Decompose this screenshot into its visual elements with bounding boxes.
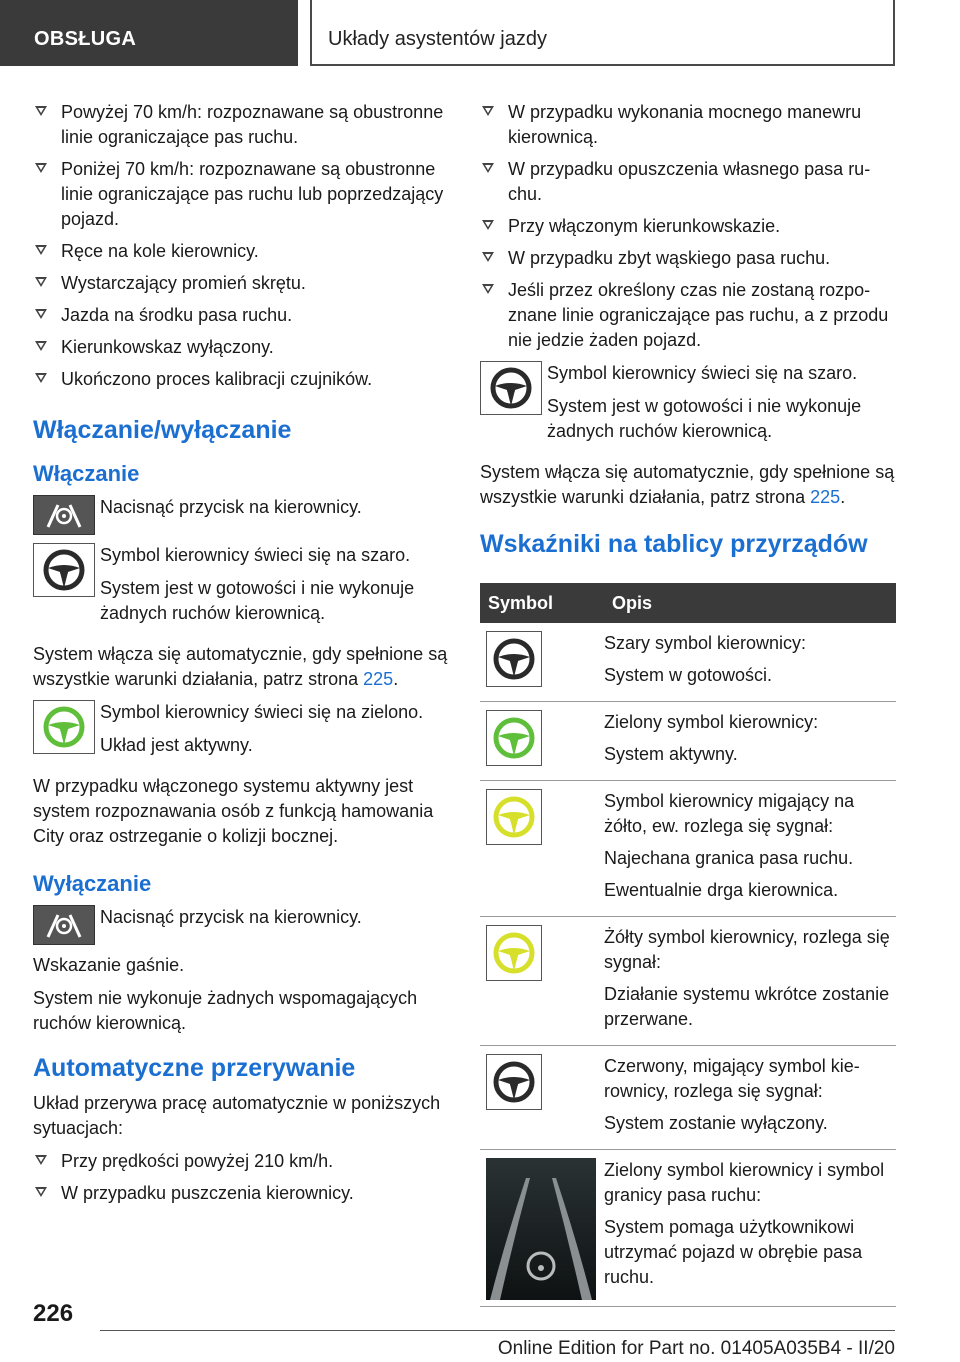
column-header-desc: Opis <box>604 583 896 623</box>
steering-wheel-gray-icon <box>486 631 542 687</box>
on-button-row <box>33 495 448 535</box>
steering-wheel-red-icon <box>486 1054 542 1110</box>
bullet-triangle-icon <box>35 1187 47 1197</box>
table-row: Czerwony, migający symbol kierownicy, rozlega się sygnał: System zostanie wyłączony. <box>480 1046 896 1150</box>
table-row: Zielony symbol kierownicy: System aktywny. <box>480 702 896 781</box>
edition-footer: Online Edition for Part no. 01405A035B4 - II/20 <box>497 1338 895 1359</box>
list-item: Poniżej 70 km/h: rozpoznawane są obustronne linie ograniczające pas ruchu lub poprzedzający pojazd. <box>33 157 448 232</box>
list-item: W przypadku zbyt wąskiego pasa ruchu. <box>480 246 896 271</box>
bullet-triangle-icon <box>482 284 494 294</box>
list-item: Przy włączonym kierunkowskazie. <box>480 214 896 239</box>
table-row: Symbol kierownicy migający na żółto, ew. rozlega się sygnał: Najechana granica pasa ruchu. Ewentualnie drga kierownica. <box>480 781 896 917</box>
auto-on-text: System włącza się automatycznie, gdy spełnione są wszystkie warunki działania, patrz strona 225. <box>480 462 895 507</box>
off-system-text: System nie wykonuje żadnych wspomagających ruchów kierownicą. <box>33 988 418 1033</box>
column-header-symbol: Symbol <box>480 583 604 623</box>
lane-assist-button-icon <box>33 495 95 535</box>
list-item: Powyżej 70 km/h: rozpoznawane są obustronne linie ograniczające pas ruchu. <box>33 100 448 150</box>
heading-on-off: Włączanie/wyłączanie <box>33 416 292 444</box>
chapter-title: Układy asystentów jazdy <box>310 0 895 66</box>
page-link-225[interactable]: 225 <box>363 669 394 689</box>
gray-symbol-text: Symbol kierownicy świeci się na szaro. <box>547 363 858 383</box>
off-display-text: Wskazanie gaśnie. <box>33 955 185 975</box>
heading-indicators: Wskaźniki na tablicy przyrządów <box>480 530 868 558</box>
lane-assist-button-icon <box>33 905 95 945</box>
gray-symbol-text: Symbol kierownicy świeci się na szaro. <box>100 545 411 565</box>
indicator-table <box>480 583 896 1307</box>
list-item: Kierunkowskaz wyłączony. <box>33 335 448 360</box>
bullet-triangle-icon <box>35 373 47 383</box>
list-item: Przy prędkości powyżej 210 km/h. <box>33 1149 448 1174</box>
heading-on: Włączanie <box>33 461 140 486</box>
steering-wheel-yellow-icon <box>486 925 542 981</box>
page-header <box>0 0 960 66</box>
left-column <box>33 100 448 1213</box>
steering-wheel-green-icon <box>33 700 95 754</box>
list-item: W przypadku wykonania mocnego manewru kierownicą. <box>480 100 896 150</box>
conditions-list <box>33 100 448 392</box>
interrupt-list <box>33 1149 448 1206</box>
bullet-triangle-icon <box>35 245 47 255</box>
bullet-triangle-icon <box>482 106 494 116</box>
list-item: Jeśli przez określony czas nie zostaną rozpoznane linie ograniczające pas ruchu, a z przodu nie jedzie żaden pojazd. <box>480 278 896 353</box>
table-header-row <box>480 583 896 623</box>
heading-auto-interrupt: Automatyczne przerywanie <box>33 1054 356 1082</box>
bullet-triangle-icon <box>482 220 494 230</box>
green-symbol-desc: Układ jest aktywny. <box>100 735 253 755</box>
heading-off: Wyłączanie <box>33 871 152 896</box>
list-item: W przypadku opuszczenia własnego pasa ruchu. <box>480 157 896 207</box>
on-instruction: Nacisnąć przycisk na kierownicy. <box>100 497 362 517</box>
bullet-triangle-icon <box>35 1155 47 1165</box>
list-item: Wystarczający promień skrętu. <box>33 271 448 296</box>
bullet-triangle-icon <box>35 309 47 319</box>
bullet-triangle-icon <box>35 163 47 173</box>
off-instruction: Nacisnąć przycisk na kierownicy. <box>100 907 362 927</box>
steering-wheel-yellow-icon <box>486 789 542 845</box>
gray-symbol-desc: System jest w gotowości i nie wykonuje żadnych ruchów kierownicą. <box>547 396 862 441</box>
list-item: Ukończono proces kalibracji czujników. <box>33 367 448 392</box>
right-column <box>480 100 896 1307</box>
active-note: W przypadku włączonego systemu aktywny jest system rozpoznawania osób z funkcją hamowania City oraz ostrzeganie o kolizji bocznej. <box>33 776 434 846</box>
bullet-triangle-icon <box>482 163 494 173</box>
section-tab: OBSŁUGA <box>0 0 298 66</box>
steering-wheel-gray-icon <box>480 361 542 415</box>
green-symbol-row <box>33 700 448 766</box>
auto-interrupt-intro: Układ przerywa pracę automatycznie w poniższych sytuacjach: <box>33 1093 441 1138</box>
green-symbol-text: Symbol kierownicy świeci się na zielono. <box>100 702 424 722</box>
list-item: Ręce na kole kierownicy. <box>33 239 448 264</box>
interrupt-list-continued <box>480 100 896 353</box>
page-link-225[interactable]: 225 <box>810 487 841 507</box>
gray-symbol-row <box>480 361 896 452</box>
table-row: Żółty symbol kierownicy, rozlega się sygnał: Działanie systemu wkrótce zostanie przerwane. <box>480 917 896 1046</box>
steering-wheel-green-icon <box>486 710 542 766</box>
gray-symbol-row <box>33 543 448 634</box>
table-row: Szary symbol kierownicy: System w gotowości. <box>480 623 896 702</box>
steering-wheel-gray-icon <box>33 543 95 597</box>
table-row: Zielony symbol kierownicy i symbol granicy pasa ruchu: System pomaga użytkownikowi utrzymać pojazd w obrębie pasa ruchu. <box>480 1150 896 1307</box>
auto-on-text: System włącza się automatycznie, gdy spełnione są wszystkie warunki działania, patrz strona 225. <box>33 644 448 689</box>
bullet-triangle-icon <box>35 277 47 287</box>
bullet-triangle-icon <box>35 341 47 351</box>
list-item: W przypadku puszczenia kierownicy. <box>33 1181 448 1206</box>
footer-divider <box>100 1330 895 1331</box>
list-item: Jazda na środku pasa ruchu. <box>33 303 448 328</box>
off-button-row <box>33 905 448 945</box>
bullet-triangle-icon <box>482 252 494 262</box>
gray-symbol-desc: System jest w gotowości i nie wykonuje żadnych ruchów kierownicą. <box>100 578 415 623</box>
page-number: 226 <box>33 1300 74 1327</box>
bullet-triangle-icon <box>35 106 47 116</box>
lane-display-icon <box>486 1158 596 1300</box>
